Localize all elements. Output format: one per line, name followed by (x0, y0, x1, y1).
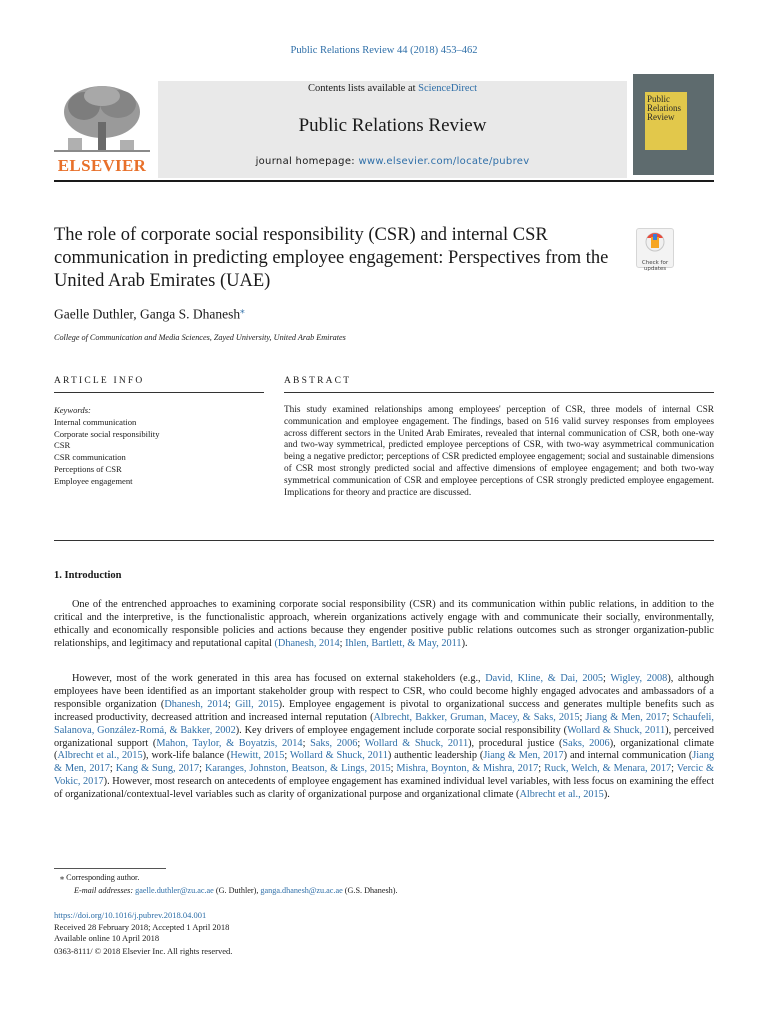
email-label: E-mail addresses: (74, 886, 136, 895)
citation-link[interactable]: Kang & Sung, 2017 (115, 763, 200, 775)
keyword-item: CSR communication (54, 452, 126, 463)
paragraph-text: ; (671, 763, 677, 775)
keyword-item: Employee engagement (54, 475, 133, 486)
abstract-text: This study examined relationships among employees' perception of CSR, three models of internal CSR communication and employee engagement. The findings, based on 516 valid survey responses from employees across different sectors in the United Arab Emirates, revealed that internal communication of CSR, both one-way and two-way symmetrical, predicted employee perceptions of CSR, with two-way asymmetrical communication being a negative predictor; perceptions of CSR predicted employee engagement; social and sustainable dimensions of CSR most strongly predicted social and affective dimensions of employee engagement; and both two-way symmetrical communication of CSR and employee perceptions of CSR strongly predicted employee engagement. Implications for theory and practice are discussed. (284, 405, 714, 498)
doi-link[interactable]: https://doi.org/10.1016/j.pubrev.2018.04.001 (54, 910, 207, 920)
citation-link[interactable]: Vercic & Vokic, 2017 (54, 763, 714, 788)
paragraph-text: However, most of the work generated in this area has focused on external stakeholders (e.g., (72, 673, 486, 684)
contents-line (158, 83, 627, 94)
homepage-link[interactable]: www.elsevier.com/locate/pubrev (358, 156, 530, 167)
paragraph-text: ). (461, 637, 468, 649)
paragraph-text: ; (339, 637, 346, 649)
paragraph-text: One of the entrenched approaches to examining corporate social responsibility (CSR) and its communication within public relations, in addition to the critical and the interpretive, is the functionalistic approach, wherein organizations actively engage with and communicate their socially, environmentally, ethically and economically responsible policies and actions because they engender positive public relations outcomes such as stronger organization-public relationships, and legitimacy and reputational capital (54, 599, 714, 649)
citation-link[interactable]: Hewitt, 2015 (230, 750, 285, 762)
citation-link[interactable]: Gill, 2015 (235, 698, 279, 710)
paragraph-text: ; (357, 737, 365, 749)
paragraph-text: ). (603, 789, 610, 801)
paragraph-text: ). Key drivers of employee engagement include corporate social responsibility ( (235, 724, 568, 736)
journal-citation[interactable]: Public Relations Review 44 (2018) 453–462 (290, 45, 478, 56)
journal-title: Public Relations Review (298, 115, 487, 136)
citation-link[interactable]: Jiang & Men, 2017 (585, 711, 667, 723)
section-heading-introduction: 1. Introduction (54, 570, 122, 581)
citation-link[interactable]: Albrecht, Bakker, Gruman, Macey, & Saks, 2015 (373, 711, 580, 723)
abstract-rule (284, 392, 714, 393)
paragraph-text: ; (603, 673, 611, 684)
paragraph-text: ; (199, 763, 205, 775)
abstract-heading: ABSTRACT (284, 376, 352, 386)
citation-link[interactable]: Saks, 2006 (562, 737, 610, 749)
email-link-1[interactable]: gaelle.duthler@zu.ac.ae (135, 886, 214, 895)
citation-link[interactable]: Wollard & Shuck, 2011 (364, 737, 469, 749)
citation-link[interactable]: Albrecht et al., 2015 (519, 789, 604, 801)
citation-link[interactable]: Wollard & Shuck, 2011 (289, 750, 388, 762)
abstract-bottom-rule (54, 540, 714, 541)
online-date: Available online 10 April 2018 (54, 933, 160, 943)
journal-homepage (158, 156, 627, 167)
footnote-mark: ⁎ (60, 873, 65, 882)
citation-link[interactable]: Mahon, Taylor, & Boyatzis, 2014 (156, 737, 303, 749)
citation-link[interactable]: Karanges, Johnston, Beatson, & Lings, 2015 (204, 763, 391, 775)
citation-link[interactable]: David, Kline, & Dai, 2005 (485, 673, 603, 684)
publisher-logo-text: ELSEVIER (57, 156, 147, 175)
corresponding-author-mark[interactable]: ⁎ (240, 305, 245, 315)
intro-paragraph-2 (54, 673, 714, 802)
citation-link[interactable]: Wollard & Shuck, 2011 (567, 724, 666, 736)
keyword-item: CSR (54, 440, 71, 451)
citation-link[interactable]: Dhanesh, 2014 (164, 698, 228, 710)
journal-cover-text: Public Relations Review (647, 94, 681, 122)
paragraph-text: ; (227, 698, 236, 710)
citation-link[interactable]: Ihlen, Bartlett, & May, 2011 (345, 637, 462, 649)
paragraph-text: ), work-life balance ( (142, 750, 231, 762)
paragraph-text: ). However, most research on antecedents of employee engagement has examined individual level variables, with less focus on examining the effect of organizational/contextual-level variables such as clarity of organizational purpose and organizational climate ( (54, 776, 714, 801)
citation-link[interactable]: Ruck, Welch, & Menara, 2017 (544, 763, 672, 775)
homepage-prefix: journal homepage: (255, 156, 359, 167)
paragraph-text: ) and internal communication ( (563, 750, 693, 762)
check-for-updates-label: Check for updates (641, 260, 669, 272)
paragraph-text: ; (666, 711, 673, 723)
contents-prefix: Contents lists available at (307, 83, 419, 94)
article-title: The role of corporate social responsibility (CSR) and internal CSR communication in predicting employee engagement: Perspectives from the United Arab Emirates (UAE) (54, 225, 609, 291)
keyword-item: Internal communication (54, 416, 137, 427)
paragraph-text: ) authentic leadership ( (387, 750, 484, 762)
received-dates: Received 28 February 2018; Accepted 1 April 2018 (54, 922, 230, 932)
keywords-label: Keywords: (54, 405, 91, 415)
email-footnote (74, 886, 398, 895)
corresponding-footnote (60, 872, 139, 882)
citation-link[interactable]: Mishra, Boynton, & Mishra, 2017 (396, 763, 539, 775)
email-owner-2: (G.S. Dhanesh). (342, 886, 398, 895)
citation-link[interactable]: Jiang & Men, 2017 (483, 750, 564, 762)
paragraph-text: ; (284, 750, 290, 762)
intro-paragraph-1 (54, 599, 714, 651)
citation-link[interactable]: Wigley, 2008 (610, 673, 668, 684)
citation-link[interactable]: Schaufeli, Salanova, González-Romá, & Bakker, 2002 (54, 711, 714, 736)
paragraph-text: ), organizational climate ( (54, 737, 715, 762)
paragraph-text: ), procedural justice ( (468, 737, 563, 749)
citation-link[interactable]: (Dhanesh, 2014 (274, 637, 340, 649)
footnote-rule (54, 868, 166, 869)
article-info-heading: ARTICLE INFO (54, 376, 145, 386)
keyword-item: Perceptions of CSR (54, 463, 122, 474)
keyword-item: Corporate social responsibility (54, 428, 160, 439)
crossmark-icon (637, 229, 673, 255)
paragraph-text: ; (302, 737, 311, 749)
author-affiliation: College of Communication and Media Sciences, Zayed University, United Arab Emirates (54, 333, 346, 342)
corresponding-label: Corresponding author. (66, 873, 140, 882)
sciencedirect-link[interactable]: ScienceDirect (418, 83, 478, 94)
copyright-line: 0363-8111/ © 2018 Elsevier Inc. All rights reserved. (54, 946, 233, 956)
citation-link[interactable]: Saks, 2006 (310, 737, 358, 749)
email-link-2[interactable]: ganga.dhanesh@zu.ac.ae (260, 886, 343, 895)
email-owner-1: (G. Duthler), (213, 886, 261, 895)
check-for-updates-button[interactable] (636, 228, 674, 272)
citation-link[interactable]: Albrecht et al., 2015 (57, 750, 143, 762)
author-list (54, 305, 245, 323)
paragraph-text: ), perceived organizational support ( (54, 724, 715, 749)
paragraph-text: ; (538, 763, 545, 775)
paragraph-text: ). Employee engagement is pivotal to organizational success and generates multiple benefits such as increased productivity, decreased attrition and increased internal reputation ( (54, 698, 714, 723)
header-rule (54, 180, 714, 182)
citation-link[interactable]: Jiang & Men, 2017 (54, 750, 715, 775)
author-names: Gaelle Duthler, Ganga S. Dhanesh (54, 306, 241, 322)
paragraph-text: ; (579, 711, 586, 723)
paragraph-text: ), although employees have been identified as an important stakeholder group with respect to CSR, who could become highly engaged advocates and ambassadors of a responsible organization ( (54, 673, 715, 710)
keywords-block (54, 405, 264, 488)
article-info-rule (54, 392, 264, 393)
paragraph-text: ; (109, 763, 116, 775)
paragraph-text: ; (390, 763, 397, 775)
